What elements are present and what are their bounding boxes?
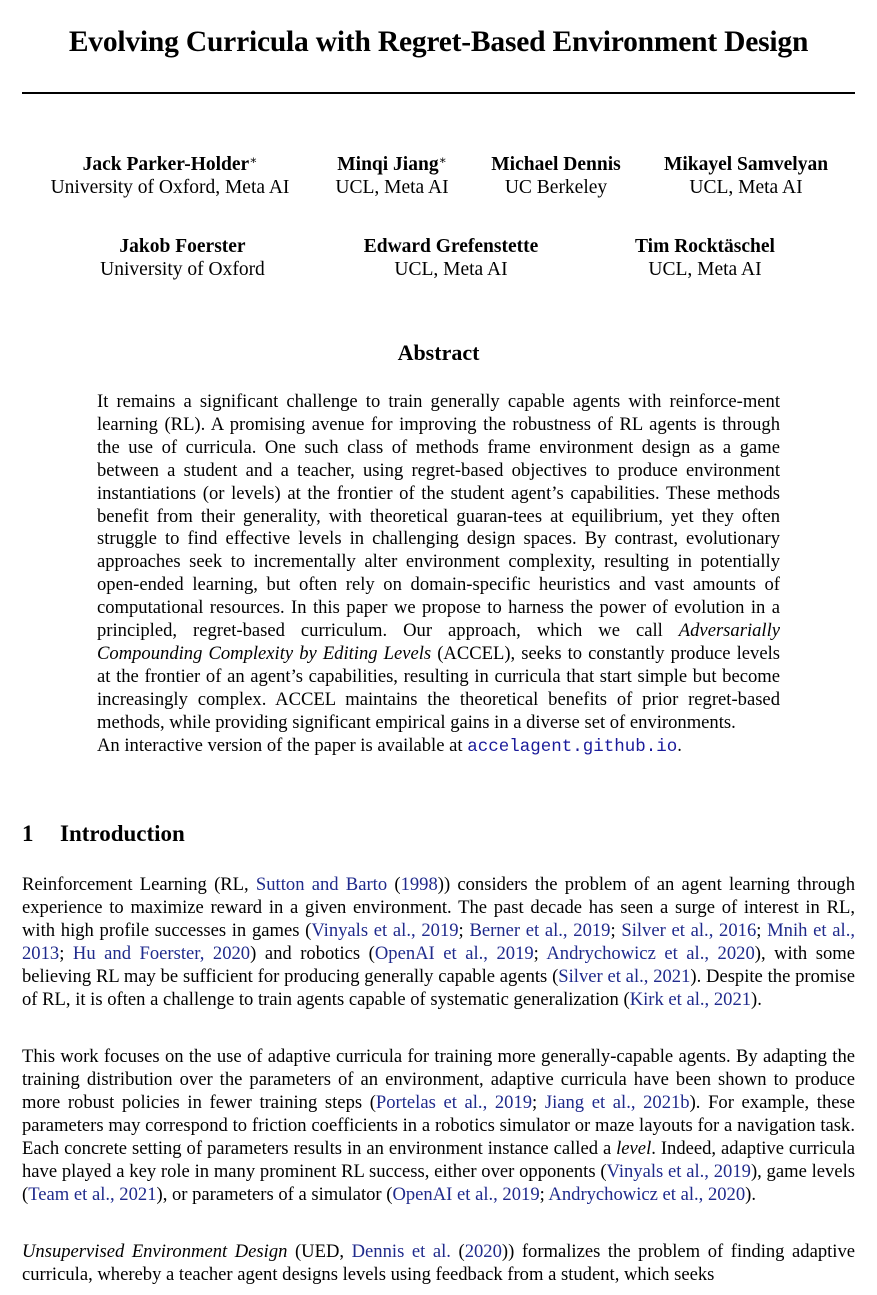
author-affiliation: UCL, Meta AI [689, 177, 803, 198]
citation-link[interactable]: Mnih et al., 2013 [22, 920, 855, 964]
body-text: ). [745, 1184, 756, 1205]
citation-link[interactable]: OpenAI et al., 2019 [392, 1184, 540, 1205]
body-text: . Indeed, adaptive curricula have played a key role in many prominent RL success, either over opponents ( [22, 1138, 855, 1182]
defined-term: level [616, 1138, 652, 1159]
author-name: Jakob Foerster [119, 236, 246, 257]
abstract-body [97, 391, 780, 759]
author-block [342, 235, 560, 281]
citation-link[interactable]: Sutton and Barto [255, 874, 388, 895]
citation-link[interactable]: Andrychowicz et al., 2020 [546, 943, 755, 964]
intro-paragraph-1 [22, 873, 855, 1011]
citation-link[interactable]: OpenAI et al., 2019 [374, 943, 534, 964]
citation-link[interactable]: Kirk et al., 2021 [629, 989, 752, 1010]
intro-paragraph-2 [22, 1045, 855, 1206]
citation-link[interactable]: 2020 [464, 1241, 502, 1262]
body-text: ) and robotics ( [250, 943, 375, 964]
author-block [650, 153, 842, 199]
author-name: Jack Parker-Holder [82, 154, 250, 175]
citation-link[interactable]: Andrychowicz et al., 2020 [548, 1184, 746, 1205]
body-text: ( [450, 1241, 465, 1262]
author-name: Tim Rocktäschel [635, 236, 775, 257]
author-block [480, 153, 632, 199]
citation-link[interactable]: Vinyals et al., 2019 [311, 920, 459, 941]
section-heading [22, 821, 185, 847]
body-text: ), game levels ( [22, 1161, 855, 1205]
citation-link[interactable]: Dennis et al. [351, 1241, 451, 1262]
body-text: ; [532, 1092, 545, 1113]
equal-contribution-mark: ∗ [438, 153, 447, 167]
author-affiliation: UCL, Meta AI [648, 259, 762, 280]
body-text: Reinforcement Learning (RL, [22, 874, 256, 895]
citation-link[interactable]: Hu and Foerster, 2020 [72, 943, 251, 964]
defined-term: Unsupervised Environment Design [22, 1241, 288, 1262]
body-text: ). For example, these parameters may correspond to friction coefficients in a robotics simulator or maze layouts for a navigation task. Each concrete setting of parameters results in an environment instance called a [22, 1092, 856, 1159]
author-affiliation: UC Berkeley [504, 177, 608, 198]
equal-contribution-mark: ∗ [249, 153, 258, 167]
abstract-paragraph [97, 391, 780, 735]
author-name: Michael Dennis [491, 154, 621, 175]
citation-link[interactable]: Team et al., 2021 [28, 1184, 157, 1205]
citation-link[interactable]: Portelas et al., 2019 [375, 1092, 533, 1113]
body-text: ), or parameters of a simulator ( [156, 1184, 393, 1205]
body-text: )) formalizes the problem of finding adaptive curricula, whereby a teacher agent designs levels using feedback from a student, which seeks [22, 1241, 856, 1285]
title-rule [22, 92, 855, 94]
author-name: Mikayel Samvelyan [663, 154, 829, 175]
body-text: ). Despite the promise of RL, it is often a challenge to train agents capable of systematic generalization ( [22, 966, 856, 1010]
abstract-text: (ACCEL), seeks to constantly produce levels at the frontier of an agent’s capabilities, resulting in curricula that start simple but become increasingly complex. ACCEL maintains the theoretical benefits of prior regret-based methods, while providing significant empirical gains in a diverse set of environments. [97, 642, 780, 733]
citation-link[interactable]: Silver et al., 2016 [621, 920, 757, 941]
body-text: ), with some believing RL may be sufficient for producing generally capable agents ( [22, 943, 855, 987]
author-name: Minqi Jiang [337, 154, 439, 175]
body-text: ; [458, 920, 470, 941]
author-affiliation: University of Oxford, Meta AI [50, 177, 290, 198]
abstract-text: It remains a significant challenge to train generally capable agents with reinforce-ment learning (RL). A promising avenue for improving the robustness of RL agents is through the use of curricula. One such class of methods frame environment design as a game between a student and a teacher, using regret-based objectives to produce environment instantiations (or levels) at the frontier of the student agent’s capabilities. These methods benefit from their generality, with theoretical guaran-tees at equilibrium, yet they often struggle to find effective levels in challenging design spaces. By contrast, evolutionary approaches seek to incrementally alter environment complexity, resulting in potentially open-ended learning, but often rely on domain-specific heuristics and vast amounts of computational resources. In this paper we propose to harness the power of evolution in a principled, regret-based curriculum. Our approach, which we call [97, 391, 780, 642]
author-block [615, 235, 795, 281]
citation-link[interactable]: Vinyals et al., 2019 [606, 1161, 751, 1182]
intro-paragraph-3 [22, 1240, 855, 1286]
body-text: ( [387, 874, 401, 895]
project-url-link[interactable]: accelagent.github.io [467, 736, 678, 757]
author-affiliation: UCL, Meta AI [394, 259, 508, 280]
citation-link[interactable]: Jiang et al., 2021b [544, 1092, 690, 1113]
interactive-note [97, 735, 780, 759]
citation-link[interactable]: Berner et al., 2019 [469, 920, 611, 941]
body-text: ; [533, 943, 547, 964]
citation-link[interactable]: Silver et al., 2021 [558, 966, 691, 987]
author-block [40, 153, 300, 199]
citation-link[interactable]: 1998 [400, 874, 438, 895]
body-text: ; [539, 1184, 549, 1205]
abstract-heading: Abstract [397, 340, 480, 365]
method-name: Adversarially Compounding Complexity by Editing Levels [97, 620, 780, 664]
author-name: Edward Grefenstette [363, 236, 539, 257]
author-block [80, 235, 285, 281]
body-text: This work focuses on the use of adaptive curricula for training more generally-capable agents. By adapting the training distribution over the parameters of an environment, adaptive curricula have been shown to produce more robust policies in fewer training steps ( [22, 1046, 855, 1113]
paper-title: Evolving Curricula with Regret-Based Environment Design [68, 26, 809, 58]
body-text: ). [751, 989, 762, 1010]
body-text: )) considers the problem of an agent learning through experience to maximize reward in a given environment. The past decade has seen a surge of interest in RL, with high profile successes in games ( [22, 874, 856, 941]
body-text: ; [756, 920, 768, 941]
interactive-note-text: An interactive version of the paper is available at [97, 734, 468, 756]
author-affiliation: UCL, Meta AI [335, 177, 449, 198]
section-title: Introduction [60, 821, 185, 846]
section-number: 1 [22, 821, 34, 846]
body-text: (UED, [287, 1241, 352, 1262]
interactive-note-suffix: . [677, 734, 682, 756]
author-affiliation: University of Oxford [100, 259, 265, 280]
body-text: ; [610, 920, 622, 941]
body-text: ; [59, 943, 73, 964]
author-block [322, 153, 462, 199]
